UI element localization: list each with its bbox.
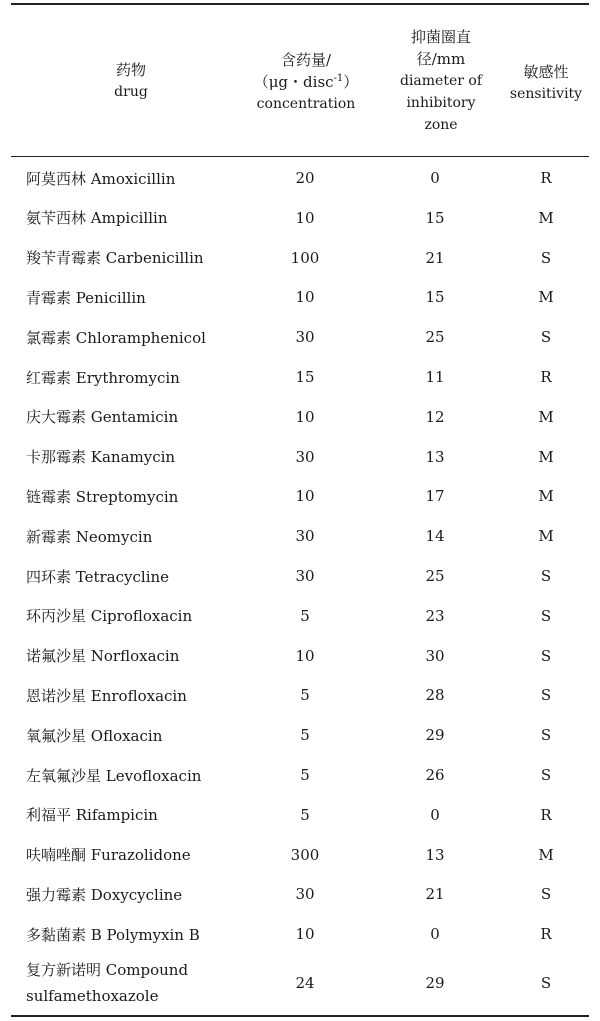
concentration-cell: 5 [300,766,310,784]
sensitivity-cell: S [540,328,552,347]
drug-cell: 羧苄青霉素 Carbenicillin [26,249,204,268]
table-row [11,755,589,795]
sensitivity-cell: R [540,368,552,386]
drug-cell: 链霉素 Streptomycin [26,487,179,506]
header-drug [51,53,211,109]
sensitivity-cell: R [540,805,552,824]
concentration-cell: 20 [295,169,315,187]
concentration-cell: 100 [290,248,320,267]
table-row [11,158,589,198]
header-zone-en-1: diameter of [399,73,482,89]
table-row [11,874,589,914]
sensitivity-cell: S [540,606,552,625]
zone-cell: 0 [430,925,440,944]
sensitivity-cell: S [540,885,552,904]
sensitivity-cell: M [538,288,554,307]
table-row [11,835,589,875]
bottom-rule [11,1015,589,1017]
drug-cell: 青霉素 Penicillin [26,288,146,307]
header-zone-en-2: inhibitory [406,95,476,111]
header-conc-unit [254,71,359,93]
concentration-cell: 24 [295,974,315,992]
zone-cell: 25 [425,328,445,347]
drug-cell: 强力霉素 Doxycycline [26,885,183,904]
header-concentration [236,27,376,137]
drug-cell: 利福平 Rifampicin [26,806,158,825]
drug-cell: 复方新诺明 Compound sulfamethoxazole [26,961,189,1005]
drug-cell: 环丙沙星 Ciprofloxacin [26,607,193,626]
table-row [11,437,589,477]
table-row [11,795,589,835]
concentration-cell: 5 [300,726,310,745]
sensitivity-cell: S [540,726,552,745]
header-conc-cn: 含药量/ [280,51,332,69]
table-row [11,277,589,317]
zone-cell: 26 [425,766,445,784]
concentration-cell: 10 [295,925,315,944]
header-zone-en-3: zone [424,117,458,133]
drug-cell: 阿莫西林 Amoxicillin [26,169,176,188]
zone-cell: 15 [425,208,445,227]
table-row [11,954,589,1012]
header-sens-cn: 敏感性 [523,63,569,81]
concentration-cell: 5 [300,805,310,824]
sensitivity-cell: R [540,925,552,944]
zone-cell: 0 [430,169,440,187]
sensitivity-cell: M [538,487,554,506]
zone-cell: 13 [425,447,445,466]
zone-cell: 15 [425,288,445,307]
sensitivity-cell: S [540,567,552,585]
table-row [11,397,589,437]
zone-cell: 29 [425,726,445,745]
zone-cell: 14 [425,527,445,546]
sensitivity-cell: S [540,248,552,267]
top-rule [11,3,589,5]
zone-cell: 13 [425,845,445,864]
concentration-cell: 10 [295,288,315,307]
sensitivity-cell: S [540,686,552,705]
zone-cell: 28 [425,686,445,705]
header-zone-cn-1: 抑菌圈直 [410,28,471,46]
header-conc-unit-close: ） [343,73,359,91]
header-drug-cn: 药物 [115,61,146,79]
drug-cell: 诺氟沙星 Norfloxacin [26,647,180,666]
sensitivity-cell: M [538,208,554,227]
concentration-cell: 15 [295,368,315,386]
zone-cell: 17 [425,487,445,506]
drug-cell: 多黏菌素 B Polymyxin B [26,925,200,944]
table-row [11,238,589,278]
sensitivity-cell: S [540,974,552,992]
concentration-cell: 30 [295,567,315,585]
concentration-cell: 30 [295,885,315,904]
sensitivity-cell: M [538,447,554,466]
table-row [11,596,589,636]
header-conc-unit-sup: -1 [333,73,344,84]
zone-cell: 21 [425,248,445,267]
concentration-cell: 30 [295,447,315,466]
drug-cell: 氨苄西林 Ampicillin [26,209,168,228]
concentration-cell: 10 [295,646,315,665]
zone-cell: 21 [425,885,445,904]
drug-cell: 呋喃唑酮 Furazolidone [26,846,191,865]
header-conc-unit-open: （μg・disc [253,73,334,91]
header-sensitivity [503,55,589,111]
drug-cell: 恩诺沙星 Enrofloxacin [26,686,187,705]
drug-cell: 卡那霉素 Kanamycin [26,448,176,467]
table-row [11,516,589,556]
header-zone-cn-2: 径/mm [416,50,466,68]
concentration-cell: 300 [290,845,320,864]
table-row [11,357,589,397]
table-row [11,317,589,357]
drug-cell: 新霉素 Neomycin [26,527,153,546]
zone-cell: 25 [425,567,445,585]
sensitivity-cell: M [538,407,554,426]
drug-cell: 四环素 Tetracycline [26,567,170,586]
zone-cell: 11 [425,368,445,386]
drug-cell: 氧氟沙星 Ofloxacin [26,726,163,745]
zone-cell: 12 [425,407,445,426]
concentration-cell: 30 [295,328,315,347]
sensitivity-cell: R [540,169,552,187]
zone-cell: 29 [425,974,445,992]
drug-cell: 红霉素 Erythromycin [26,368,180,387]
header-rule [11,156,589,157]
table-row [11,715,589,755]
concentration-cell: 5 [300,606,310,625]
zone-cell: 23 [425,606,445,625]
sensitivity-cell: M [538,845,554,864]
concentration-cell: 5 [300,686,310,705]
table-row [11,556,589,596]
table-row [11,476,589,516]
header-conc-en: concentration [256,96,356,112]
concentration-cell: 10 [295,487,315,506]
sensitivity-cell: S [540,766,552,784]
concentration-cell: 10 [295,407,315,426]
drug-cell: 左氧氟沙星 Levofloxacin [26,766,202,785]
concentration-cell: 10 [295,208,315,227]
table-row [11,675,589,715]
table-row [11,198,589,238]
zone-cell: 30 [425,646,445,665]
table-row [11,636,589,676]
table-row [11,914,589,954]
header-drug-en: drug [114,84,148,100]
sensitivity-cell: S [540,646,552,665]
zone-cell: 0 [430,805,440,824]
drug-cell: 氯霉素 Chloramphenicol [26,328,206,347]
sensitivity-cell: M [538,527,554,546]
header-sens-en: sensitivity [509,86,583,102]
drug-cell: 庆大霉素 Gentamicin [26,408,179,427]
concentration-cell: 30 [295,527,315,546]
header-zone [379,13,503,149]
